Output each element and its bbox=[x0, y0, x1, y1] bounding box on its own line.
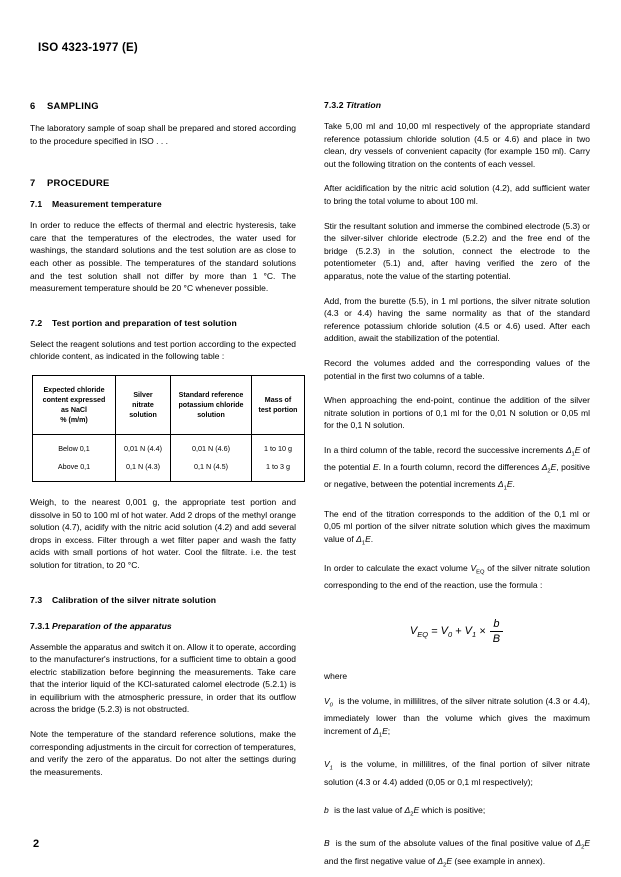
formula-t1-var: V bbox=[440, 625, 448, 638]
subsection-number-7-3-1: 7.3.1 bbox=[30, 620, 50, 631]
definition-symbol bbox=[324, 805, 329, 815]
table-body bbox=[33, 434, 305, 481]
delta1-e-symbol: $\Delta_1E$ bbox=[373, 725, 388, 739]
header-line: as NaCl bbox=[60, 405, 88, 414]
formula-term-1 bbox=[440, 625, 453, 640]
delta2-e-symbol: $\Delta_2E$ bbox=[404, 805, 420, 818]
definition-text: is the sum of the absolute values of the final positive value of bbox=[335, 838, 573, 849]
para9-post: of the silver nitrate solution corresponding to the end of the reaction, use the formula : bbox=[324, 563, 590, 591]
definition-symbol bbox=[324, 696, 333, 709]
definition-text: is the volume, in millilitres, of the silver nitrate solution (4.3 or 4.4), immediately lower than the volume which gives the maximum increment of bbox=[324, 696, 590, 736]
formula-equals: = bbox=[431, 625, 438, 638]
definition-b-upper bbox=[324, 837, 590, 872]
titration-paragraph-5: Record the volumes added and the corresponding values of the potential in the first two columns of a table. bbox=[324, 357, 590, 381]
definition-symbol-var: B bbox=[324, 838, 330, 849]
formula-t2-var: V bbox=[464, 625, 473, 638]
document-header: ISO 4323-1977 (E) bbox=[38, 42, 138, 54]
table-cell: 0,01 N (4.4) bbox=[116, 434, 171, 458]
definition-symbol-var: V bbox=[324, 696, 330, 707]
titration-paragraph-4: Add, from the burette (5.5), in 1 ml portions, the silver nitrate solution (4.3 or 4.4) having the same normality as that of the standard reference potassium chloride solution (4.5 or 4.6) used. After each addition, await the stabilization of the potential. bbox=[324, 295, 590, 344]
spacer bbox=[30, 307, 296, 318]
table-header-cell-expected-chloride bbox=[33, 375, 116, 434]
table-cell: 1 to 3 g bbox=[252, 458, 305, 482]
table-cell: Below 0,1 bbox=[33, 434, 116, 458]
definition-v0: $V_0$ is the volume, in millilitres, of the silver nitrate solution (4.3 or 4.4), immediately lower than the volume which gives the maximum increment of $\Delta_1E$; bbox=[324, 696, 590, 739]
veq-formula bbox=[324, 618, 590, 645]
subsection-number-7-2: 7.2 bbox=[30, 317, 43, 328]
header-line: potassium chloride bbox=[178, 400, 244, 409]
left-column bbox=[30, 100, 296, 877]
delta1-e-symbol: $\Delta_1E$ bbox=[497, 479, 513, 493]
header-line: Expected chloride bbox=[43, 385, 105, 394]
two-column-body bbox=[30, 100, 591, 877]
section-title-6: SAMPLING bbox=[47, 100, 99, 111]
subsection-heading-7-3-1 bbox=[30, 621, 296, 631]
spacer bbox=[30, 584, 296, 595]
formula-lhs-sub: EQ bbox=[417, 630, 429, 640]
table-cell: 0,1 N (4.5) bbox=[171, 458, 252, 482]
potential-e-symbol: E bbox=[372, 462, 379, 473]
formula-lhs bbox=[409, 625, 429, 640]
definition-symbol-var: b bbox=[324, 805, 329, 816]
section-7-2-intro: Select the reagent solutions and test portion according to the expected chloride content, as indicated in the following table : bbox=[30, 338, 296, 362]
delta2-e-symbol: $\Delta_2E$ bbox=[437, 855, 453, 869]
titration-paragraph-1: Take 5,00 ml and 10,00 ml respectively of the appropriate standard reference potassium chloride solution (4.5 or 4.6) and place in two clean, dry vessels of convenient capacity (for example 150 ml). Carry out the following titration on the contents of each vessel. bbox=[324, 121, 590, 169]
right-column bbox=[324, 100, 590, 877]
definition-mid: and the first negative value of bbox=[324, 855, 436, 866]
definition-text: is the volume, in millilitres, of the final portion of silver nitrate solution (4.3 or 4.4) added (0,05 or 0,1 ml respectively); bbox=[324, 759, 590, 787]
header-line: Standard reference bbox=[178, 390, 244, 399]
delta1-e-symbol: $\Delta_1E$ bbox=[356, 533, 371, 547]
section-7-3-1-paragraph-1: Assemble the apparatus and switch it on. Allow it to operate, according to the manufacturer's instructions, for a sufficient time to obtain a good electric stabilization before beginning the measurements. Take care that the interior liquid of the KCl-saturated calomel electrode (5.2.1) is in equilibrium with the atmospheric pressure, in order that its outflow across the bridge (5.2.3) is not obstructed. bbox=[30, 641, 297, 715]
titration-paragraph-6: When approaching the end-point, continue the addition of the silver nitrate solution in portions of 0,1 ml for the 0,01 N solution or 0,05 ml for the 0,1 N solution. bbox=[324, 395, 590, 431]
subsection-heading-7-1 bbox=[30, 199, 296, 209]
subsection-heading-7-3 bbox=[30, 595, 296, 605]
table-header-cell-standard-reference bbox=[171, 375, 252, 434]
para8-text: The end of the titration corresponds to the addition of the 0,1 ml or 0,05 ml portion of the silver nitrate solution which gives the maximum value of bbox=[324, 508, 590, 544]
formula-lhs-var: V bbox=[409, 625, 418, 638]
table-cell: 0,01 N (4.6) bbox=[171, 434, 252, 458]
titration-paragraph-9 bbox=[324, 562, 590, 592]
section-title-7: PROCEDURE bbox=[47, 177, 110, 189]
titration-paragraph-7: In a third column of the table, record the successive increments $\Delta_1E$ of the potential E. In a fourth column, record the differences $\Delta_2E$, positive or negative, between the potential increments $\Delta_1E$. bbox=[324, 444, 590, 493]
subsection-title-7-3-2: Titration bbox=[346, 100, 382, 110]
definition-symbol-var: V bbox=[324, 759, 330, 770]
table-head bbox=[33, 375, 305, 434]
table-header-cell-mass bbox=[252, 375, 305, 434]
titration-paragraph-3: Stir the resultant solution and immerse the combined electrode (5.3) or the silver-silver chloride electrode (5.2.2) and the free end of the bridge (5.2.3) in the solution, connect the electrode to the potentiometer (5.1) and, after having verified the zero of the apparatus, note the value of the starting potential. bbox=[324, 220, 590, 281]
chloride-content-table bbox=[32, 375, 305, 482]
section-6-paragraph: The laboratory sample of soap shall be prepared and stored according to the procedure specified in ISO . . . bbox=[30, 123, 296, 146]
header-line: content expressed bbox=[42, 395, 106, 404]
definition-text: is the last value of bbox=[334, 805, 403, 816]
header-line: solution bbox=[129, 410, 157, 419]
definition-tail: which is positive; bbox=[421, 805, 486, 816]
subsection-number-7-3-2: 7.3.2 bbox=[324, 100, 344, 110]
where-label: where bbox=[324, 671, 348, 682]
table-header-row bbox=[33, 375, 305, 434]
header-line: Silver bbox=[133, 390, 153, 399]
section-7-3-1-paragraph-2: Note the temperature of the standard reference solutions, make the corresponding adjustments in the circuit for correction of temperatures, and verify the zero of the apparatus. Do not alter the settings during the measurements. bbox=[30, 729, 296, 777]
section-number-7: 7 bbox=[30, 177, 36, 189]
section-number-6: 6 bbox=[30, 100, 36, 111]
subsection-number-7-3: 7.3 bbox=[30, 594, 43, 605]
table-cell: 1 to 10 g bbox=[252, 434, 305, 458]
header-line: % (m/m) bbox=[60, 415, 88, 424]
header-line: Mass of bbox=[264, 395, 292, 404]
definition-v1 bbox=[324, 758, 590, 788]
formula-plus: + bbox=[455, 625, 462, 638]
table-row bbox=[33, 458, 305, 482]
section-7-1-paragraph: In order to reduce the effects of thermal and electric hysteresis, take care that the temperatures of the electrodes, the water used for washings, the standard solutions and the test solution are as close to each other as possible. The temperatures of the standard solutions and the test solution shall not differ by more than 1 °C. The measurement temperature should be 20 °C whenever possible. bbox=[30, 220, 296, 294]
subsection-heading-7-3-2 bbox=[324, 100, 590, 110]
formula-t1-sub: 0 bbox=[447, 630, 453, 640]
subsection-title-7-3: Calibration of the silver nitrate solution bbox=[52, 594, 217, 605]
formula-t2-sub: 1 bbox=[472, 630, 477, 640]
definition-b-lower bbox=[324, 804, 590, 821]
table-header-cell-silver-nitrate bbox=[116, 375, 171, 434]
subsection-title-7-2: Test portion and preparation of test solution bbox=[52, 317, 237, 328]
definition-tail: (see example in annex). bbox=[454, 855, 546, 866]
subsection-title-7-1: Measurement temperature bbox=[52, 199, 162, 210]
table-cell: 0,1 N (4.3) bbox=[116, 458, 171, 482]
table-row bbox=[33, 434, 305, 458]
section-heading-6 bbox=[30, 100, 296, 111]
definition-symbol-sub: 1 bbox=[329, 765, 333, 772]
table-cell: Above 0,1 bbox=[33, 458, 116, 482]
formula-term-2 bbox=[464, 625, 477, 640]
subsection-heading-7-2 bbox=[30, 318, 296, 328]
delta2-e-symbol: $\Delta_2E$ bbox=[575, 838, 590, 852]
formula-denominator: B bbox=[492, 633, 501, 646]
subsection-number-7-1: 7.1 bbox=[30, 199, 43, 210]
para7-post: of the potential bbox=[324, 444, 590, 473]
titration-paragraph-8: The end of the titration corresponds to the addition of the 0,1 ml or 0,05 ml portion of the silver nitrate solution which gives the maximum value of $\Delta_1E$. bbox=[324, 508, 590, 547]
header-line: test portion bbox=[258, 405, 298, 414]
titration-paragraph-2: After acidification by the nitric acid solution (4.2), add sufficient water to bring the total volume to about 100 ml. bbox=[324, 183, 590, 206]
formula-times: × bbox=[479, 625, 486, 638]
delta1-e-symbol: $\Delta_1E$ bbox=[565, 444, 581, 458]
page-number: 2 bbox=[33, 838, 40, 850]
definition-symbol bbox=[324, 838, 330, 848]
para7-pre: In a third column of the table, record the successive increments bbox=[324, 444, 566, 455]
definition-symbol-sub: 0 bbox=[329, 702, 333, 709]
header-line: nitrate bbox=[132, 400, 154, 409]
subsection-title-7-3-1: Preparation of the apparatus bbox=[52, 620, 172, 631]
definition-symbol bbox=[324, 759, 333, 772]
formula-numerator: b bbox=[490, 618, 503, 632]
formula-fraction bbox=[490, 618, 503, 645]
section-heading-7 bbox=[30, 177, 296, 188]
para9-pre: In order to calculate the exact volume bbox=[324, 563, 468, 574]
section-7-2-after-table: Weigh, to the nearest 0,001 g, the appropriate test portion and dissolve in 50 to 100 ml of hot water. Add 2 drops of the methyl orange solution (4.7), acidify with the nitric acid solution (4.2) and add several drops in excess. Filter through a wet filter paper and wash the fatty acids with small portions of hot water. Cool the filtrate. i.e. the test solution for titration, to 20 °C. bbox=[30, 496, 296, 570]
veq-symbol: $V_{EQ}$ bbox=[470, 563, 485, 576]
spacer bbox=[30, 159, 296, 177]
delta2-e-symbol: $\Delta_2E$ bbox=[541, 462, 557, 475]
header-line: solution bbox=[197, 410, 225, 419]
